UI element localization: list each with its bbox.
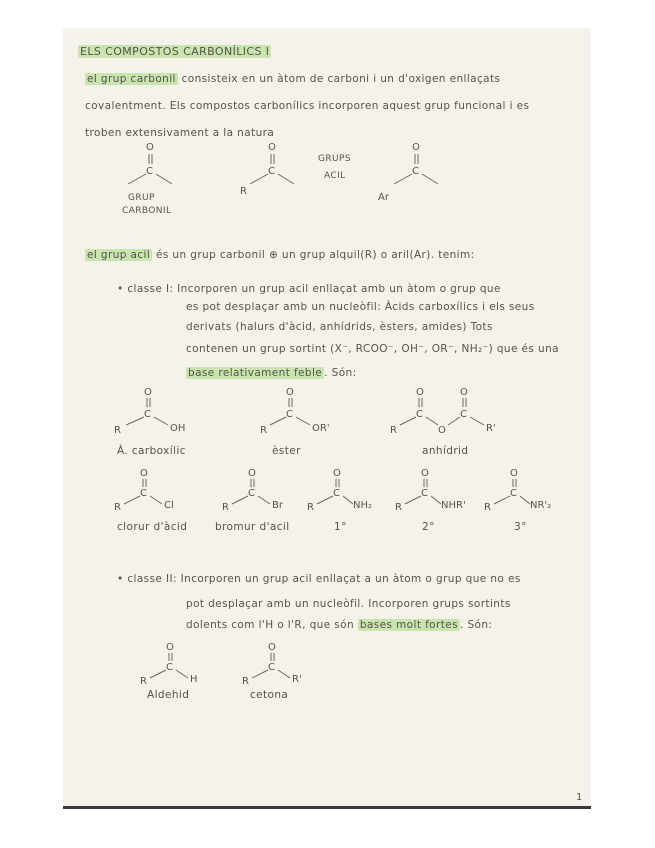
- svg-text:O: O: [333, 468, 341, 479]
- svg-text:C: C: [416, 409, 423, 420]
- svg-text:O: O: [166, 642, 174, 653]
- structure-anhidrid: [388, 385, 528, 440]
- structure-bromur-acil: [220, 466, 300, 516]
- svg-text:NH₂: NH₂: [353, 500, 373, 511]
- svg-text:C: C: [333, 488, 340, 499]
- classe1-line-1: • classe I: Incorporen un grup acil enllaçat amb un àtom o grup que: [117, 283, 501, 295]
- highlight-grup-carbonil: el grup carbonil: [87, 73, 176, 85]
- svg-text:R: R: [260, 425, 267, 436]
- svg-text:R: R: [240, 186, 247, 197]
- svg-text:O: O: [416, 387, 424, 398]
- svg-text:O: O: [140, 468, 148, 479]
- label-amide-3: 3°: [514, 521, 527, 533]
- highlight-bases-fortes: bases molt fortes: [359, 619, 458, 631]
- classe2-line-3: dolents com l'H o l'R, que són bases molt fortes . Són:: [186, 619, 493, 631]
- svg-text:O: O: [412, 142, 420, 153]
- svg-text:O: O: [510, 468, 518, 479]
- svg-text:R: R: [222, 502, 229, 513]
- page-title: ELS COMPOSTOS CARBONÍLICS I: [80, 45, 270, 58]
- intro-line-3: troben extensivament a la natura: [85, 127, 275, 139]
- classe2-line-1: • classe II: Incorporen un grup acil enllaçat a un àtom o grup que no es: [117, 573, 521, 585]
- label-amide-2: 2°: [422, 521, 435, 533]
- svg-text:Br: Br: [272, 500, 283, 511]
- acil-definition: el grup acil és un grup carbonil ⊕ un grup alquil(R) o aril(Ar). tenim:: [87, 249, 475, 261]
- svg-text:C: C: [248, 488, 255, 499]
- svg-text:C: C: [268, 662, 275, 673]
- atom-c: C: [146, 166, 153, 177]
- svg-text:R: R: [114, 425, 121, 436]
- structure-acil-ar: [378, 140, 458, 210]
- label-aldehid: Aldehid: [147, 689, 190, 701]
- label-carbonil: CARBONIL: [122, 206, 172, 216]
- highlight-base-feble: base relativament feble: [188, 367, 323, 379]
- highlight-grup-acil: el grup acil: [87, 249, 151, 261]
- svg-text:O: O: [460, 387, 468, 398]
- label-anhidrid: anhídrid: [422, 445, 469, 457]
- classe1-line-5: base relativament feble . Són:: [188, 367, 357, 379]
- svg-text:C: C: [460, 409, 467, 420]
- svg-text:C: C: [140, 488, 147, 499]
- svg-text:O: O: [248, 468, 256, 479]
- svg-text:C: C: [268, 166, 275, 177]
- structure-amide-tertiary: [482, 466, 572, 516]
- intro-line-2: covalentment. Els compostos carbonílics incorporen aquest grup funcional i es: [85, 100, 530, 112]
- svg-text:R: R: [242, 676, 249, 687]
- svg-text:C: C: [286, 409, 293, 420]
- svg-text:Cl: Cl: [164, 500, 174, 511]
- structure-acid-carboxilic: [112, 385, 202, 440]
- svg-text:O: O: [286, 387, 294, 398]
- classe1-line-2: es pot desplaçar amb un nucleòfil: Àcids carboxílics i els seus: [186, 301, 535, 313]
- svg-text:C: C: [510, 488, 517, 499]
- svg-text:R': R': [292, 674, 302, 685]
- svg-text:R: R: [390, 425, 397, 436]
- svg-text:O: O: [268, 642, 276, 653]
- label-cetona: cetona: [250, 689, 289, 701]
- svg-text:R': R': [486, 423, 496, 434]
- structure-aldehid: [138, 640, 218, 690]
- svg-text:R: R: [484, 502, 491, 513]
- classe1-line-4: contenen un grup sortint (X⁻, RCOO⁻, OH⁻, OR⁻, NH₂⁻) que és una: [186, 343, 559, 355]
- label-amide-1: 1°: [334, 521, 347, 533]
- svg-text:R: R: [140, 676, 147, 687]
- svg-text:OH: OH: [170, 423, 186, 434]
- label-ester: èster: [272, 445, 301, 457]
- svg-text:O: O: [268, 142, 276, 153]
- classe2-line-2: pot desplaçar amb un nucleòfil. Incorporen grups sortints: [186, 598, 511, 610]
- label-acid-carboxilic: À. carboxílic: [117, 445, 186, 457]
- svg-text:O: O: [438, 425, 446, 436]
- svg-text:C: C: [421, 488, 428, 499]
- svg-text:H: H: [190, 674, 198, 685]
- label-bromur: bromur d'acil: [215, 521, 290, 533]
- classe1-line-3: derivats (halurs d'àcid, anhídrids, èsters, amides) Tots: [186, 321, 493, 333]
- structure-cetona: [240, 640, 320, 690]
- structure-acil-r: [238, 140, 318, 210]
- label-acil: ACIL: [324, 171, 346, 181]
- label-grup: GRUP: [128, 193, 155, 203]
- svg-text:NHR': NHR': [441, 500, 466, 511]
- atom-o: O: [146, 142, 154, 153]
- label-grups: GRUPS: [318, 154, 351, 164]
- svg-text:C: C: [144, 409, 151, 420]
- label-clorur: clorur d'àcid: [117, 521, 188, 533]
- svg-text:R: R: [395, 502, 402, 513]
- structure-ester: [258, 385, 348, 440]
- structure-amide-secondary: [393, 466, 483, 516]
- svg-text:O: O: [421, 468, 429, 479]
- bottom-rule: [63, 806, 591, 809]
- page-number: 1: [576, 792, 583, 803]
- structure-clorur-acid: [112, 466, 192, 516]
- svg-text:C: C: [166, 662, 173, 673]
- svg-text:C: C: [412, 166, 419, 177]
- structure-amide-primary: [305, 466, 385, 516]
- svg-text:Ar: Ar: [378, 192, 389, 203]
- svg-text:OR': OR': [312, 423, 330, 434]
- intro-line-1: el grup carbonil consisteix en un àtom de carboni i un d'oxigen enllaçats: [87, 73, 501, 85]
- svg-text:R: R: [114, 502, 121, 513]
- svg-text:R: R: [307, 502, 314, 513]
- svg-text:O: O: [144, 387, 152, 398]
- svg-text:NR'₂: NR'₂: [530, 500, 552, 511]
